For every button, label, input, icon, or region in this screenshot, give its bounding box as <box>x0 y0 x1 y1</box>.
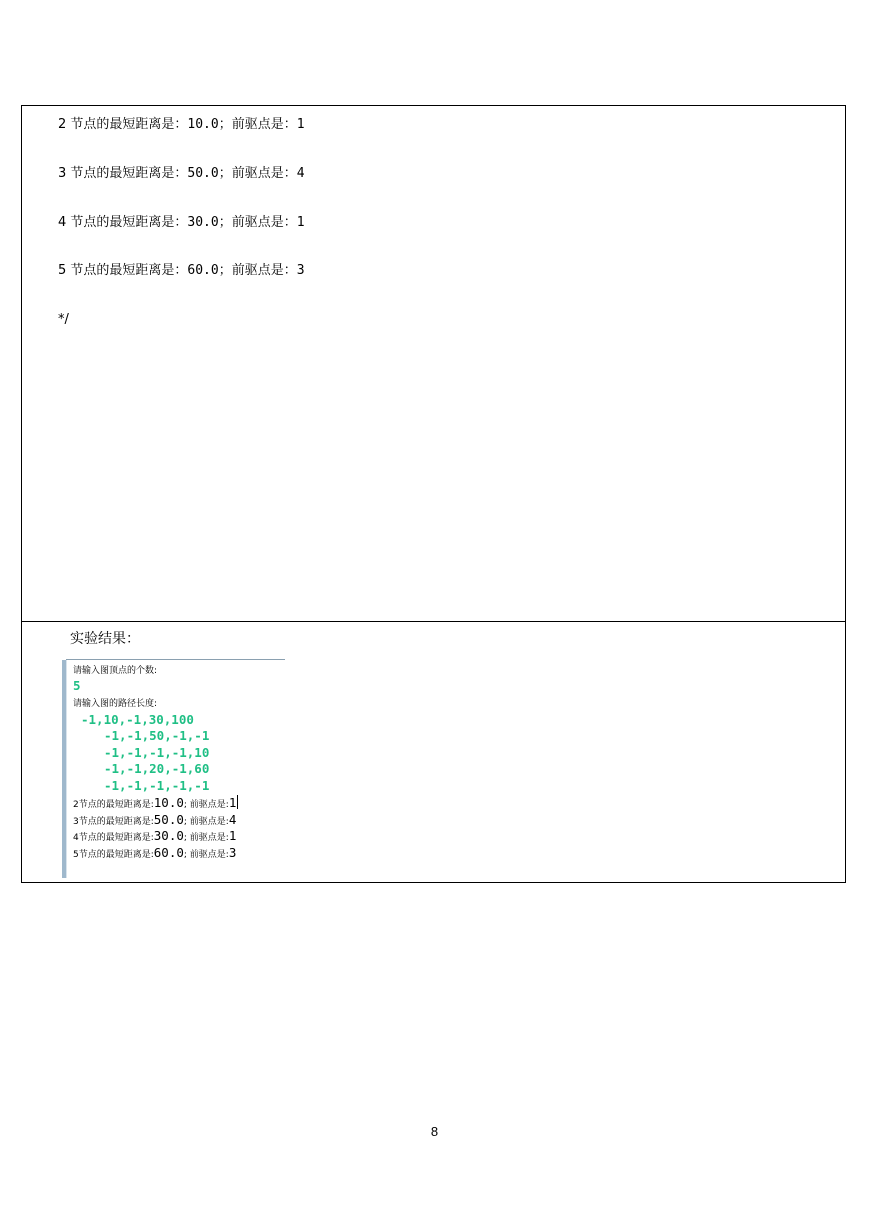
code-distance: 30.0 <box>187 215 219 230</box>
console-distance: 30.0 <box>153 828 184 843</box>
code-text: 4 节点的最短距离是： <box>58 215 188 230</box>
code-line <box>58 117 305 133</box>
code-text: 2 节点的最短距离是： <box>58 117 188 132</box>
content-table <box>21 105 846 883</box>
code-distance: 50.0 <box>187 166 219 181</box>
console-predecessor: 1 <box>228 795 237 810</box>
console-screenshot <box>62 659 287 880</box>
console-prompt: 请输入图的路径长度: <box>73 699 158 709</box>
code-text: ；前驱点是： <box>218 263 297 278</box>
console-input: 5 <box>73 678 81 693</box>
console-output <box>73 795 238 813</box>
console-input: -1,-1,50,-1,-1 <box>104 728 210 743</box>
code-line <box>58 166 305 182</box>
code-text: ；前驱点是： <box>218 117 297 132</box>
console-text: 3节点的最短距离是: <box>73 817 154 827</box>
console-text: ; 前驱点是: <box>183 817 229 827</box>
row-divider <box>22 621 845 622</box>
console-text: 5节点的最短距离是: <box>73 850 154 860</box>
console-output <box>73 845 236 863</box>
console-predecessor: 3 <box>228 845 237 860</box>
console-output <box>73 828 236 846</box>
code-distance: 10.0 <box>187 117 219 132</box>
code-text: ；前驱点是： <box>218 215 297 230</box>
code-line <box>58 263 305 279</box>
console-top-border <box>66 659 285 660</box>
code-predecessor: 1 <box>296 215 305 230</box>
console-prompt: 请输入图顶点的个数: <box>73 666 158 676</box>
console-distance: 60.0 <box>153 845 184 860</box>
code-text: 5 节点的最短距离是： <box>58 263 188 278</box>
page-number: 8 <box>430 1124 439 1139</box>
code-text: 3 节点的最短距离是： <box>58 166 188 181</box>
code-predecessor: 4 <box>296 166 305 181</box>
console-text: ; 前驱点是: <box>183 850 229 860</box>
console-distance: 10.0 <box>153 795 184 810</box>
code-line <box>58 215 305 231</box>
console-predecessor: 1 <box>228 828 237 843</box>
console-text: ; 前驱点是: <box>183 800 229 810</box>
code-distance: 60.0 <box>187 263 219 278</box>
console-predecessor: 4 <box>228 812 237 827</box>
text-cursor <box>237 795 238 809</box>
console-distance: 50.0 <box>153 812 184 827</box>
console-text: 2节点的最短距离是: <box>73 800 154 810</box>
console-input: -1,10,-1,30,100 <box>81 712 194 727</box>
console-text: ; 前驱点是: <box>183 833 229 843</box>
code-predecessor: 1 <box>296 117 305 132</box>
code-predecessor: 3 <box>296 263 305 278</box>
console-text: 4节点的最短距离是: <box>73 833 154 843</box>
console-left-border-inner <box>66 660 67 878</box>
comment-end: */ <box>58 312 69 327</box>
code-text: ；前驱点是： <box>218 166 297 181</box>
console-input: -1,-1,-1,-1,10 <box>104 745 210 760</box>
console-input: -1,-1,20,-1,60 <box>104 761 210 776</box>
console-input: -1,-1,-1,-1,-1 <box>104 778 210 793</box>
result-label: 实验结果： <box>70 631 140 647</box>
